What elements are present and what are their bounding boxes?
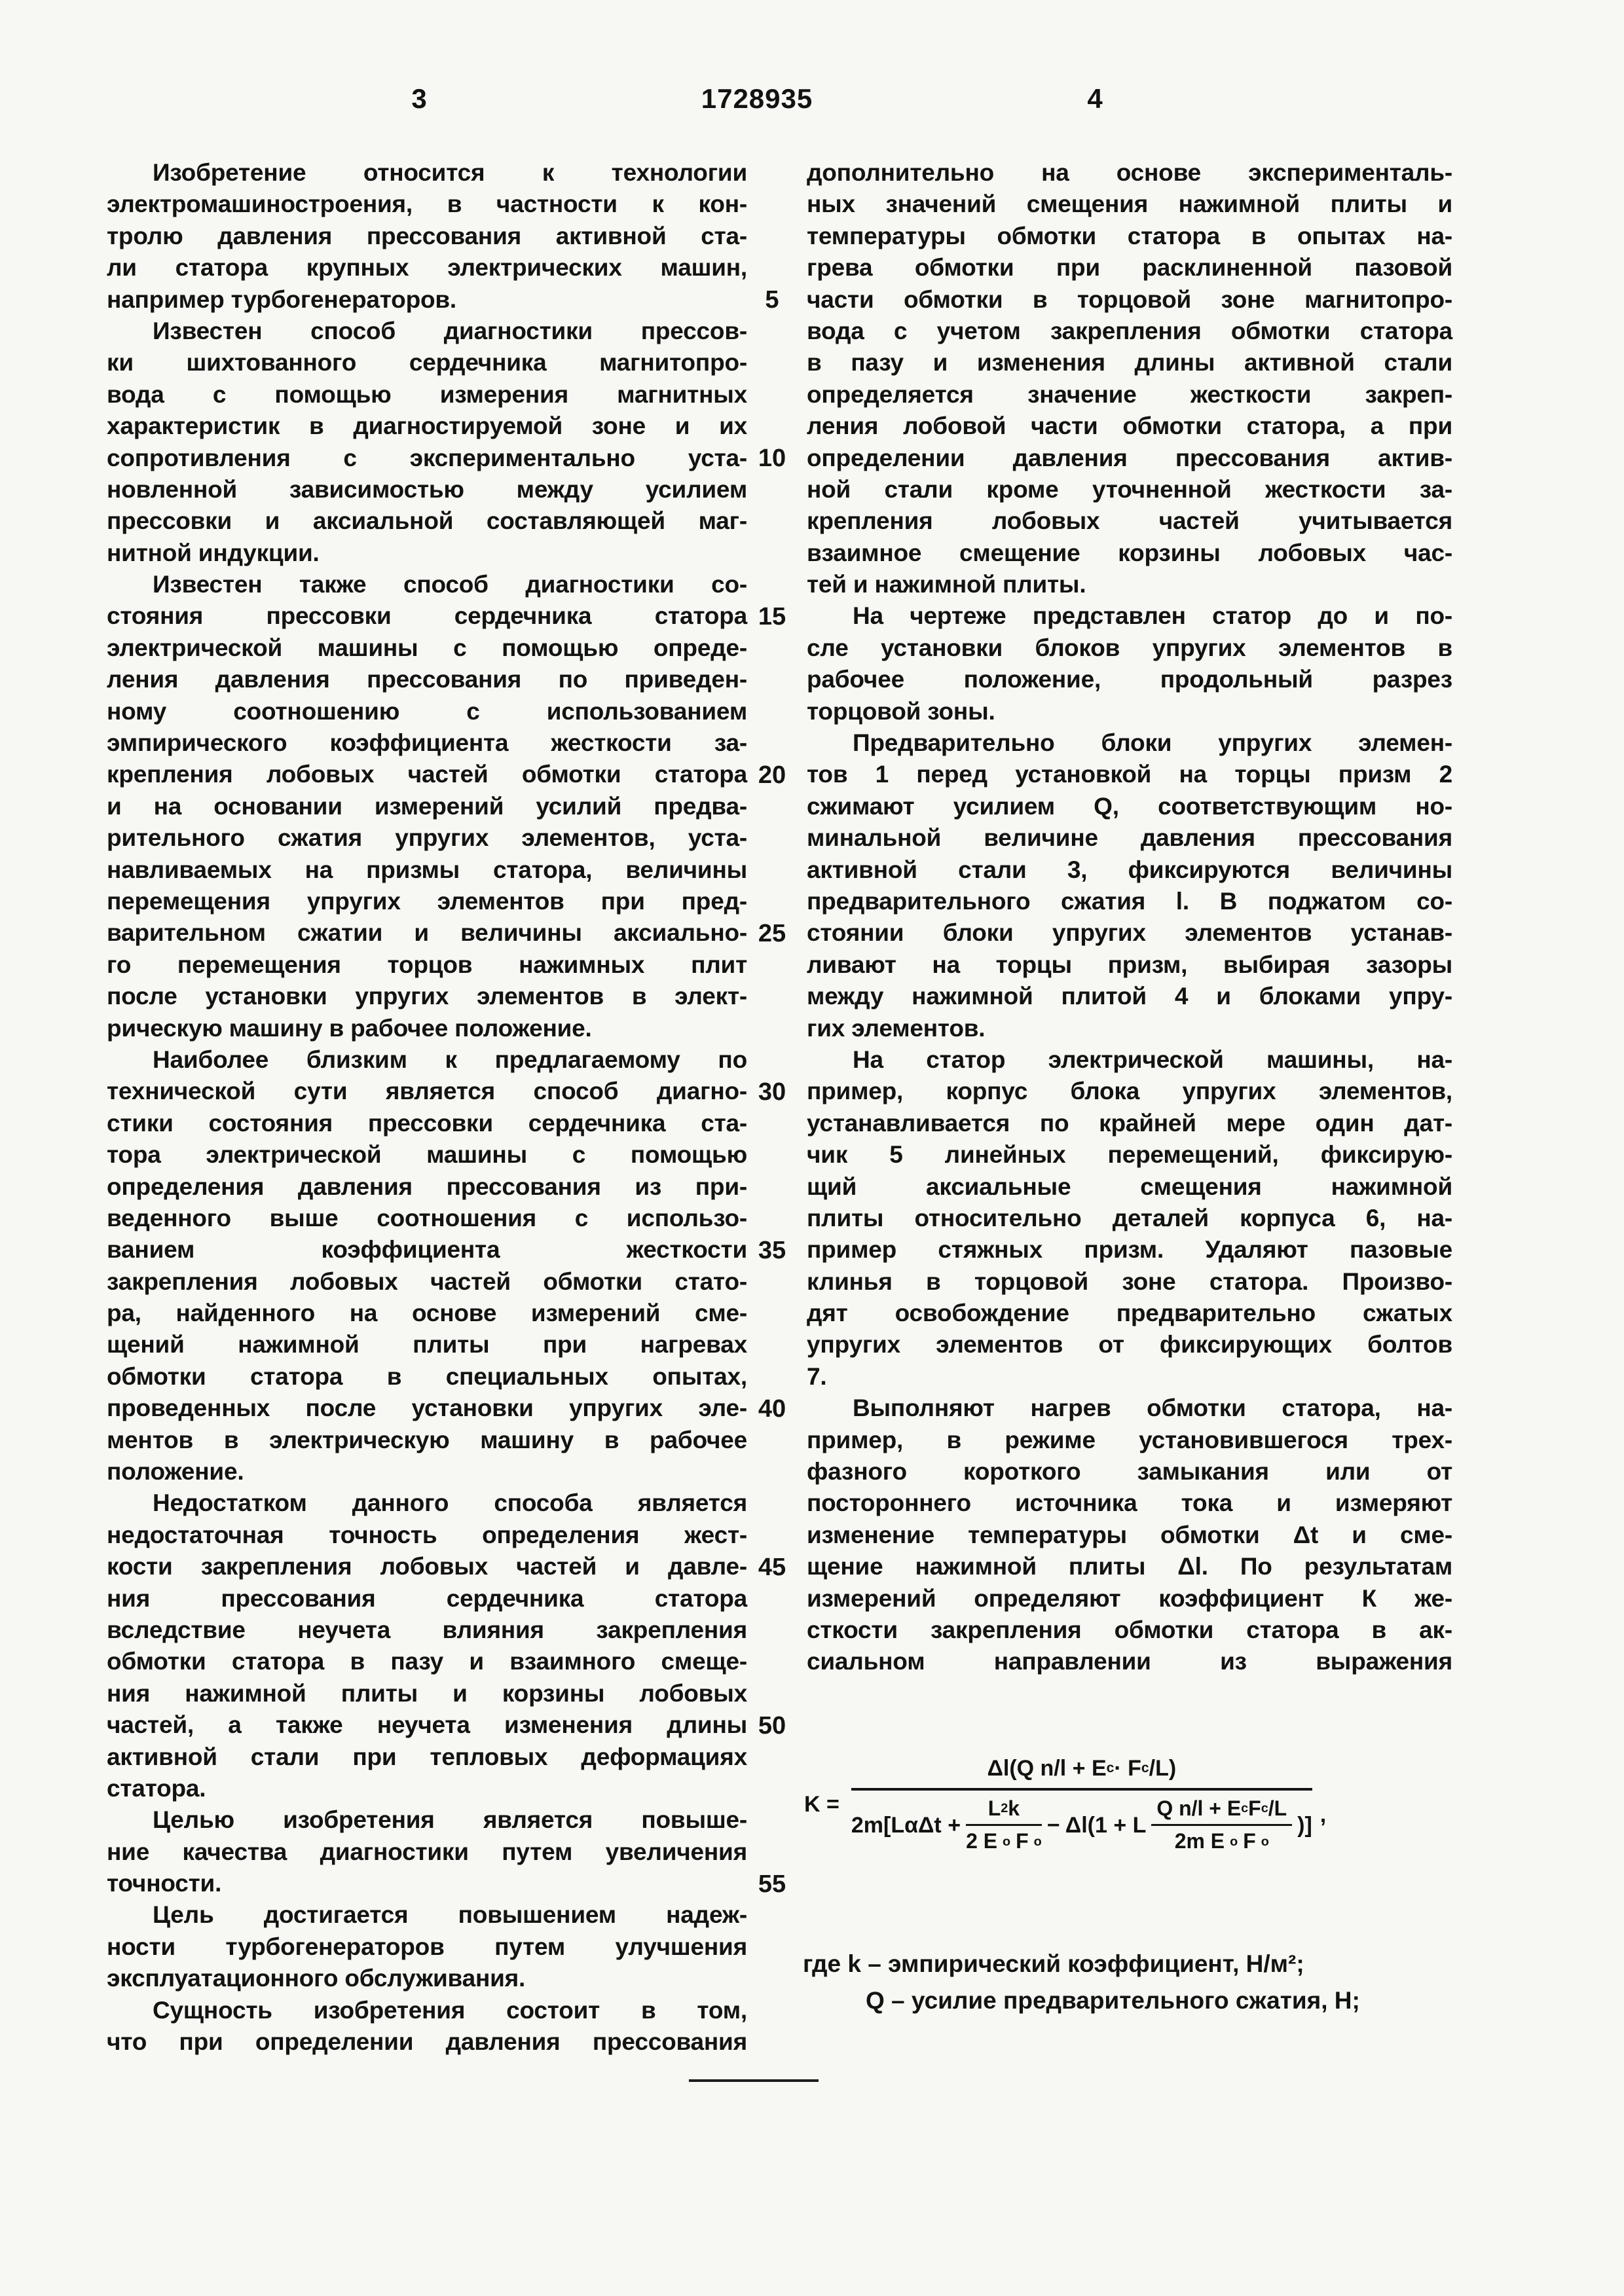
paragraph [107,316,747,569]
formula-text: F [1248,1796,1261,1820]
text-line: технической сути является способ диагно- [107,1078,747,1105]
text-line: сопротивления с экспериментально уста- [107,444,747,471]
patent-number: 1728935 [701,83,813,114]
formula-definitions [803,1946,1458,2019]
text-line: ления лобовой части обмотки статора, а при [807,412,1452,440]
text-line: кости закрепления лобовых частей и давле- [107,1553,747,1580]
formula-text: − Δl(1 + L [1046,1812,1147,1838]
text-line: ления давления прессования по приведен- [107,666,747,693]
text-line: рабочее положение, продольный разрез [807,666,1452,693]
text-line: щений нажимной плиты при нагревах [107,1331,747,1358]
line-number: 20 [758,761,786,789]
text-line: нитной индукции. [107,539,320,566]
text-line: рическую машину в рабочее положение. [107,1014,592,1042]
text-line: Цель достигается повышением надеж- [153,1901,747,1929]
text-line: стоянии блоки упругих элементов устанав- [807,919,1452,947]
fraction-numerator: L 2 k [966,1796,1042,1827]
formula-text: k [1008,1796,1020,1820]
formula-trailing-comma: , [1320,1802,1327,1827]
text-line: определяется значение жесткости закреп- [807,380,1452,408]
text-line: температуры обмотки статора в опытах на- [807,222,1452,249]
text-line: сжимают усилием Q, соответствующим но- [807,792,1452,820]
formula-numerator: Δl(Q n/l + E c · F c /L) [851,1755,1312,1791]
text-line: новленной зависимостью между усилием [107,475,747,503]
text-line: Недостатком данного способа является [153,1489,747,1517]
paragraph [807,1044,1452,1393]
text-line: сткости закрепления обмотки статора в ак- [807,1616,1452,1643]
line-number: 55 [758,1870,786,1898]
text-line: веденного выше соотношения с использо- [107,1204,747,1231]
text-line: между нажимной плитой 4 и блоками упру- [807,983,1452,1010]
line-number: 10 [758,444,786,472]
text-line: плиты относительно деталей корпуса 6, на- [807,1204,1452,1231]
text-line: ных значений смещения нажимной плиты и [807,191,1452,218]
text-line: грева обмотки при расклиненной пазовой [807,254,1452,282]
paragraph [807,600,1452,727]
text-line: ния нажимной плиты и корзины лобовых [107,1679,747,1707]
text-line: клинья в торцовой зоне статора. Произво- [807,1267,1452,1295]
text-line: предварительного сжатия l. В поджатом со- [807,887,1452,915]
text-line: ной стали кроме уточненной жесткости за- [807,475,1452,503]
formula-text: F [1243,1829,1256,1853]
text-line: положение. [107,1458,244,1485]
text-line: проведенных после установки упругих эле- [107,1394,747,1422]
text-line: щение нажимной плиты Δl. По результатам [807,1553,1452,1580]
text-line: определении давления прессования актив- [807,444,1452,471]
text-line: рительного сжатия упругих элементов, уста- [107,824,747,852]
page-number-left: 3 [411,83,427,114]
text-line: электромашиностроения, в частности к кон- [107,191,747,218]
line-number: 45 [758,1553,786,1581]
formula-lhs: K = [804,1792,840,1817]
text-line: ния прессования сердечника статора [107,1584,747,1612]
paragraph [107,157,747,316]
text-line: пример, в режиме установившегося трех- [807,1426,1452,1453]
text-line: На чертеже представлен статор до и по- [853,602,1452,630]
formula-text: 2m E [1174,1829,1225,1853]
text-line: ливают на торцы призм, выбирая зазоры [807,951,1452,978]
text-line: го перемещения торцов нажимных плит [107,951,747,978]
formula-text: /L) [1149,1756,1177,1781]
text-line: стики состояния прессовки сердечника ста- [107,1109,747,1137]
paragraph [107,1995,747,2058]
formula-text: Q n/l + E [1156,1796,1242,1820]
text-line: после установки упругих элементов в элект- [107,983,747,1010]
text-line: прессовки и аксиальной составляющей маг- [107,507,747,535]
text-line: изменение температуры обмотки Δt и сме- [807,1521,1452,1548]
text-line: статора. [107,1774,206,1802]
line-number: 40 [758,1394,786,1423]
text-line: сле установки блоков упругих элементов в [807,634,1452,661]
fraction [1151,1796,1292,1855]
text-line: торцовой зоны. [807,697,995,725]
text-line: щий аксиальные смещения нажимной [807,1173,1452,1200]
text-line: закрепления лобовых частей обмотки стато- [107,1267,747,1295]
fraction-numerator: Q n/l + E c F c /L [1151,1796,1292,1827]
text-line: недостаточная точность определения жест- [107,1521,747,1548]
text-line: определения давления прессования из при- [107,1173,747,1200]
text-line: фазного короткого замыкания или от [807,1458,1452,1485]
text-line: варительном сжатии и величины аксиально- [107,919,747,947]
text-line: Целью изобретения является повыше- [153,1806,747,1834]
text-line: дят освобождение предварительно сжатых [807,1300,1452,1327]
text-line: минальной величине давления прессования [807,824,1452,852]
formula-denominator [851,1791,1312,1855]
text-line: Выполняют нагрев обмотки статора, на- [853,1394,1452,1422]
text-line: эксплуатационного обслуживания. [107,1965,526,1992]
text-line: перемещения упругих элементов при пред- [107,887,747,915]
line-number: 50 [758,1711,786,1740]
text-line: Сущность изобретения состоит в том, [153,1996,747,2024]
text-line: тей и нажимной плиты. [807,571,1086,598]
text-line: гих элементов. [807,1014,986,1042]
text-line: эмпирического коэффициента жесткости за- [107,729,747,757]
line-number: 35 [758,1236,786,1264]
text-line: ли статора крупных электрических машин, [107,254,747,282]
text-line: тора электрической машины с помощью [107,1141,747,1169]
text-line: пример, корпус блока упругих элементов, [807,1078,1452,1105]
right-text-column [807,157,1452,1678]
continuation-rule [689,2079,819,2082]
text-line: дополнительно на основе эксперименталь- [807,159,1452,186]
text-line: части обмотки в торцовой зоне магнитопро- [807,285,1452,313]
text-line: пример стяжных призм. Удаляют пазовые [807,1236,1452,1264]
formula-text: /L [1268,1796,1287,1820]
text-line: точности. [107,1870,222,1897]
text-line: активной стали 3, фиксируются величины [807,856,1452,883]
text-line: ности турбогенераторов путем улучшения [107,1933,747,1960]
formula [804,1755,1462,1855]
text-line: измерений определяют коэффициент К же- [807,1584,1452,1612]
paragraph [107,1044,747,1487]
formula-text: 2 E [966,1829,998,1853]
text-line: в пазу и изменения длины активной стали [807,349,1452,376]
text-line: 7. [807,1362,827,1390]
formula-text: · F [1114,1756,1141,1781]
text-line: Наиболее близким к предлагаемому по [153,1046,747,1073]
page-number-right: 4 [1087,83,1103,114]
paragraph [107,1899,747,1994]
text-line: вследствие неучета влияния закрепления [107,1616,747,1643]
text-line: навливаемых на призмы статора, величины [107,856,747,883]
text-line: ному соотношению с использованием [107,697,747,725]
text-line: электрической машины с помощью опреде- [107,634,747,661]
text-line: обмотки статора в пазу и взаимного смеще- [107,1648,747,1675]
line-number: 5 [765,285,779,314]
left-text-column [107,157,747,2058]
fraction [966,1796,1042,1855]
text-line: Предварительно блоки упругих элемен- [853,729,1452,757]
line-number: 15 [758,602,786,630]
text-line: стояния прессовки сердечника статора [107,602,747,630]
text-line: частей, а также неучета изменения длины [107,1711,747,1739]
text-line: обмотки статора в специальных опытах, [107,1362,747,1390]
text-line: ментов в электрическую машину в рабочее [107,1426,747,1453]
text-line: крепления лобовых частей учитывается [807,507,1452,535]
text-line: и на основании измерений усилий предва- [107,792,747,820]
formula-text: Δl(Q n/l + E [987,1756,1107,1781]
fraction-denominator: 2m E o F o [1175,1826,1269,1855]
text-line: устанавливается по крайней мере один дат- [807,1109,1452,1137]
text-line: тов 1 перед установкой на торцы призм 2 [807,761,1452,788]
text-line: упругих элементов от фиксирующих болтов [807,1331,1452,1358]
paragraph [807,727,1452,1044]
text-line: вода с учетом закрепления обмотки статора [807,317,1452,344]
paragraph [807,157,1452,600]
line-number: 30 [758,1078,786,1106]
definition-q: Q – усилие предварительного сжатия, Н; [866,1987,1360,2014]
text-line: На статор электрической машины, на- [853,1046,1452,1073]
fraction-denominator: 2 E o F o [966,1826,1042,1855]
formula-main-fraction [851,1755,1312,1855]
text-line: ки шихтованного сердечника магнитопро- [107,349,747,376]
paragraph [107,1487,747,1804]
line-number: 25 [758,919,786,947]
formula-text: 2m[LαΔt + [851,1812,961,1838]
text-line: чик 5 линейных перемещений, фиксирую- [807,1141,1452,1169]
definition-k: где k – эмпирический коэффициент, Н/м²; [803,1950,1304,1977]
paragraph [807,1393,1452,1678]
text-line: ра, найденного на основе измерений сме- [107,1300,747,1327]
text-line: вода с помощью измерения магнитных [107,380,747,408]
text-line: что при определении давления прессования [107,2028,747,2056]
text-line: постороннего источника тока и измеряют [807,1489,1452,1517]
paragraph [107,569,747,1044]
text-line: взаимное смещение корзины лобовых час- [807,539,1452,566]
text-line: характеристик в диагностируемой зоне и их [107,412,747,440]
paragraph [107,1804,747,1899]
formula-text: L [987,1796,1001,1820]
text-line: например турбогенераторов. [107,285,456,313]
text-line: активной стали при тепловых деформациях [107,1743,747,1770]
text-line: Изобретение относится к технологии [153,159,747,186]
formula-text: F [1016,1829,1029,1853]
text-line: Известен способ диагностики прессов- [153,317,747,344]
text-line: ванием коэффициента жесткости [107,1236,747,1264]
text-line: Известен также способ диагностики со- [153,571,747,598]
text-line: ние качества диагностики путем увеличения [107,1838,747,1865]
text-line: тролю давления прессования активной ста- [107,222,747,249]
text-line: сиальном направлении из выражения [807,1648,1452,1675]
formula-text: )] [1297,1812,1312,1838]
text-line: крепления лобовых частей обмотки статора [107,761,747,788]
